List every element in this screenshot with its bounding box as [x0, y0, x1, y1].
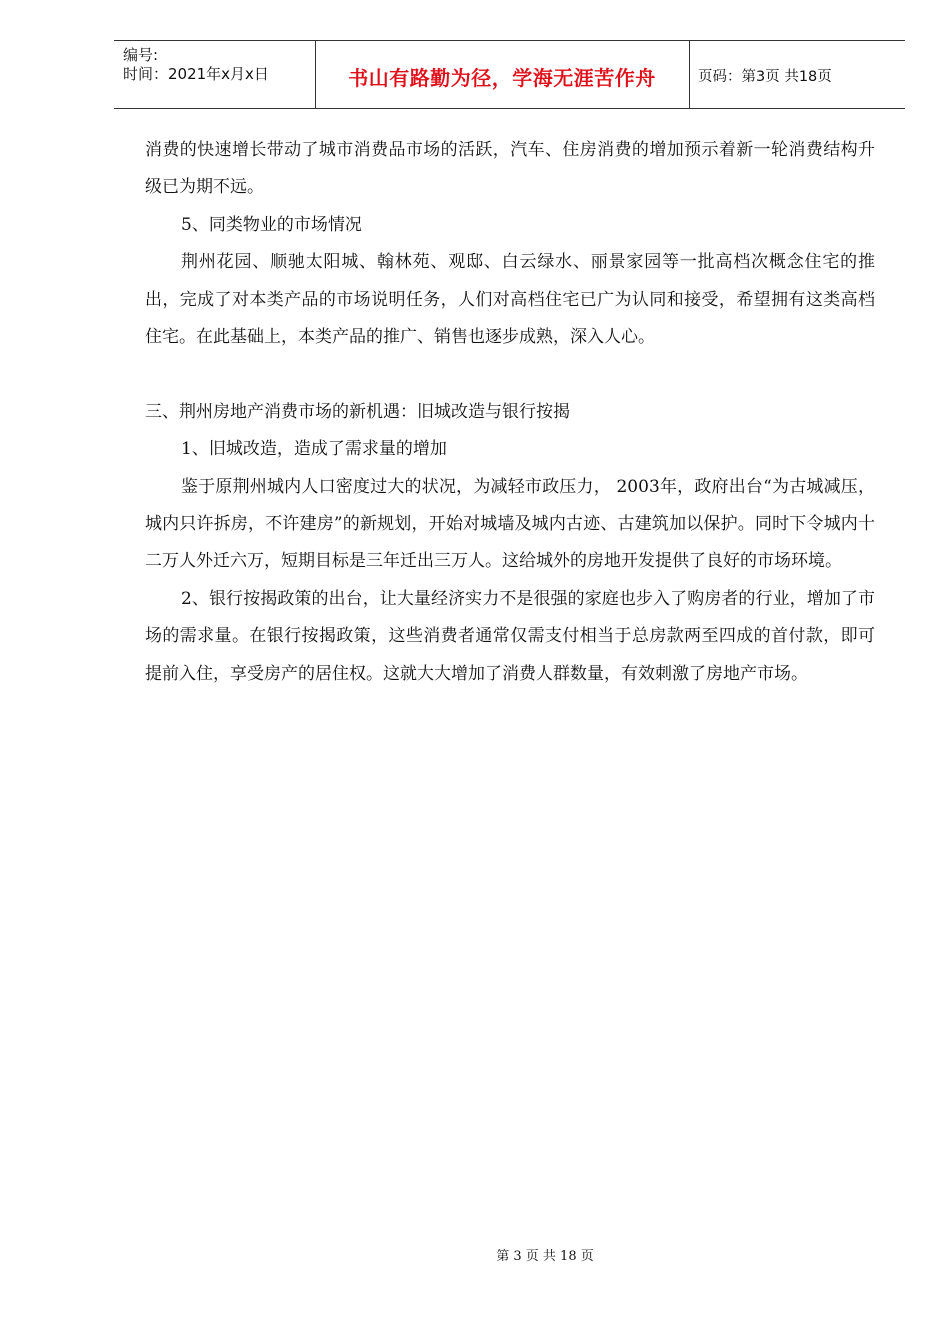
header-motto-cell [315, 41, 690, 108]
paragraph-city-decompression: 鉴于原荆州城内人口密度过大的状况，为减轻市政压力， 2003年，政府出台“为古城减压，城内只许拆房，不许建房”的新规划，开始对城墙及城内古迹、古建筑加以保护。同时下令城内十二万人外迁六万，短期目标是三年迁出三万人。这给城外的房地开发提供了良好的市场环境。 [145, 476, 875, 572]
blank-line [145, 356, 875, 393]
document-body [145, 132, 875, 693]
paragraph-high-end-housing: 荆州花园、顺驰太阳城、翰林苑、观邸、白云绿水、丽景家园等一批高档次概念住宅的推出，完成了对本类产品的市场说明任务，人们对高档住宅已广为认同和接受，希望拥有这类高档住宅。在此基础上，本类产品的推广、销售也逐步成熟，深入人心。 [145, 252, 875, 348]
document-date-label: 时间：2021年x月x日 [123, 65, 269, 83]
page-header [114, 40, 905, 109]
subheading-similar-properties: 5、同类物业的市场情况 [181, 214, 362, 235]
paragraph-consumption-growth: 消费的快速增长带动了城市消费品市场的活跃，汽车、住房消费的增加预示着新一轮消费结构升级已为期不远。 [145, 140, 875, 198]
document-number-label: 编号: [123, 46, 159, 64]
page-footer: 第 3 页 共 18 页 [496, 1249, 594, 1264]
header-motto: 书山有路勤为径，学海无涯苦作舟 [348, 66, 656, 90]
header-meta-cell [114, 41, 316, 108]
subheading-old-city-renovation: 1、旧城改造，造成了需求量的增加 [181, 439, 447, 460]
paragraph-mortgage-policy: 2、银行按揭政策的出台，让大量经济实力不是很强的家庭也步入了购房者的行业，增加了市场的需求量。在银行按揭政策，这些消费者通常仅需支付相当于总房款两至四成的首付款，即可提前入住，享受房产的居住权。这就大大增加了消费人群数量，有效刺激了房地产市场。 [145, 588, 875, 684]
header-page-cell [690, 41, 905, 108]
section-heading-new-opportunities: 三、荆州房地产消费市场的新机遇：旧城改造与银行按揭 [145, 401, 570, 422]
header-page-info: 页码：第3页 共18页 [698, 69, 832, 85]
